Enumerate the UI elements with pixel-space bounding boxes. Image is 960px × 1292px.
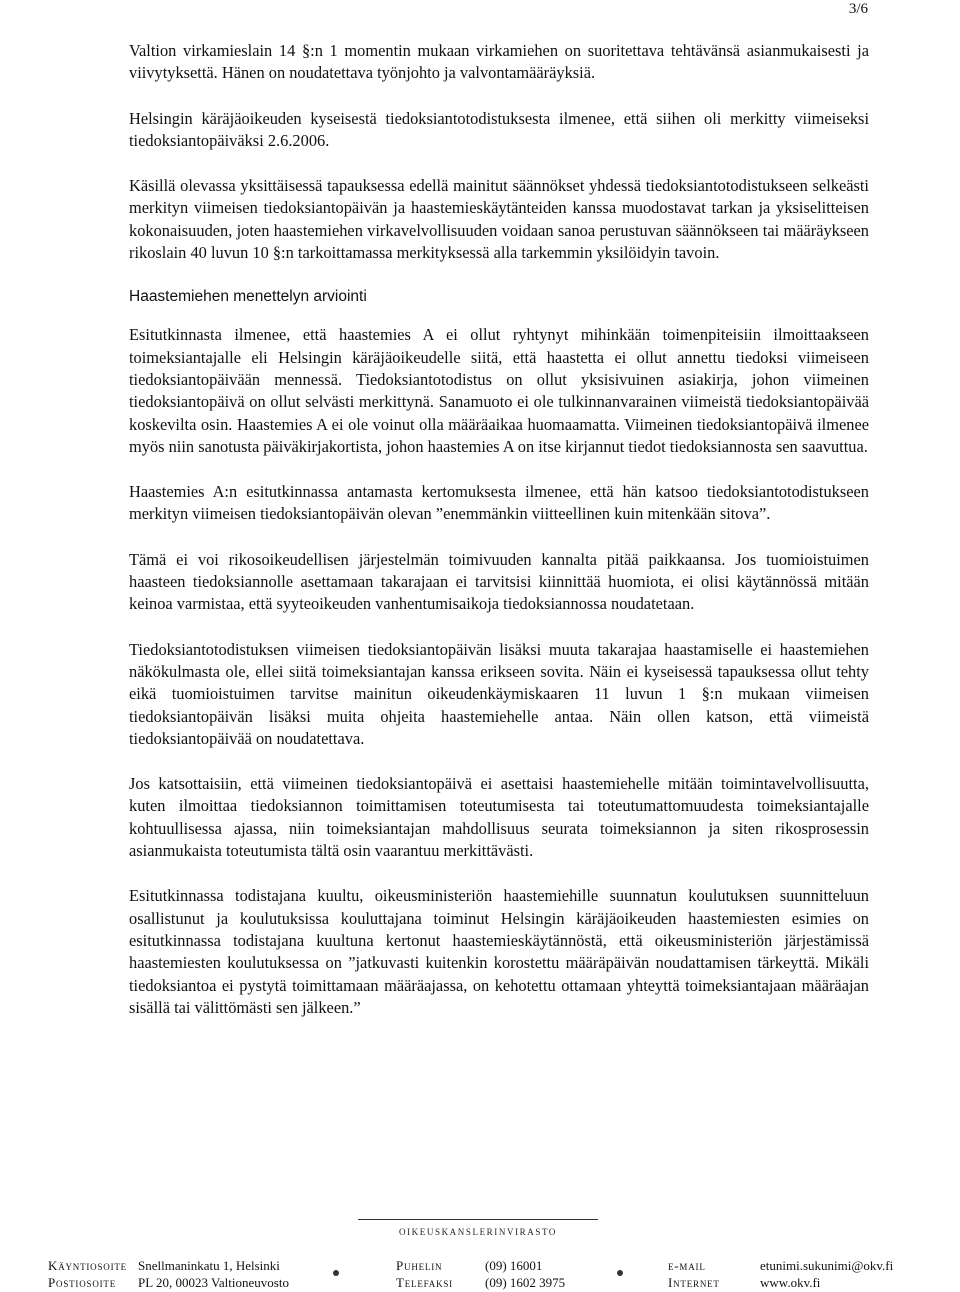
separator-dot-1 xyxy=(333,1270,339,1276)
postal-address-label: Postiosoite xyxy=(48,1275,117,1290)
paragraph-2: Helsingin käräjäoikeuden kyseisestä tiedoksiantotodistuksesta ilmenee, että siihen oli merkitty viimeiseksi tiedoksiantopäiväksi 2.6.2006. xyxy=(129,108,869,150)
fax-label: Telefaksi xyxy=(396,1275,453,1290)
footer-logo xyxy=(358,1219,598,1239)
paragraph-9: Esitutkinnassa todistajana kuultu, oikeusministeriön haastemiehille suunnatun koulutuksen suunnitteluun osallistunut ja koulutuksissa kouluttajana toiminut Helsingin käräjäoikeuden haastemiesten esimies on esitutkinnassa todistajana kuultuna kertonut haastemieskäytännöstä, että oikeusministeriön järjestämissä haastemiesten koulutuksessa on ”jatkuvasti kuitenkin korostettu määräpäivän noudattamisen tärkeyttä. Mikäli tiedoksiantoa ei pystytä toimittamaan määräajassa, on kehotettu ottamaan yhteyttä toimeksiantajaan määräajan sisällä tai välittömästi sen jälkeen.” xyxy=(129,886,869,1017)
paragraph-7: Tiedoksiantotodistuksen viimeisen tiedoksiantopäivän lisäksi muuta takarajaa haastamiselle ei haastemiehen näkökulmasta ole, ellei siitä toimeksiantajan kanssa erikseen sovita. Näin ei kyseisessä tapauksessa ollut tehty eikä tuomioistuimen tarvitse mainitun oikeudenkäymiskaaren 11 luvun 1 §:n mukaan viimeisen tiedoksiantopäivän lisäksi muita ohjeita haastemiehelle antaa. Näin ollen katson, että viimeistä tiedoksiantopäivää on noudatettava. xyxy=(129,639,869,748)
logo-text: oikeuskanslerinvirasto xyxy=(398,1224,558,1238)
paragraph-3: Käsillä olevassa yksittäisessä tapauksessa edellä mainitut säännökset yhdessä tiedoksiantotodistukseen selkeästi merkityn viimeisen tiedoksiantopäivän ja haastemieskäytänteiden kanssa muodostavat tarkan ja yksiselitteisen kokonaisuuden, joten haastemiehen virkavelvollisuuden voidaan sanoa perustuvan säännökseen tai määräykseen rikoslain 40 luvun 10 §:n tarkoittamassa merkityksessä alla tarkemmin yksilöidyin tavoin. xyxy=(129,176,869,263)
postal-address-value: PL 20, 00023 Valtioneuvosto xyxy=(138,1275,289,1290)
paragraph-8: Jos katsottaisiin, että viimeinen tiedoksiantopäivä ei asettaisi haastemiehelle mitään toimintavelvollisuutta, kuten ilmoittaa tiedoksiannon toimittamisen toteutumisesta tai toteutumattomuudesta toimeksiantajalle kohtuullisessa ajassa, niin toimeksiantajan mahdollisuus seurata toimeksiannon ja siten rikosprosessin asianmukaista toteutumista tältä osin vaarantuu merkittävästi. xyxy=(129,774,869,861)
paragraph-1: Valtion virkamieslain 14 §:n 1 momentin mukaan virkamiehen on suoritettava tehtävänsä asianmukaisesti ja viivytyksettä. Hänen on noudatettava työnjohto ja valvontamääräyksiä. xyxy=(129,41,869,83)
paragraph-5: Haastemies A:n esitutkinnassa antamasta kertomuksesta ilmenee, että hän katsoo tiedoksiantotodistukseen merkityn viimeisen tiedoksiantopäivän olevan ”enemmänkin viitteellinen kuin mitenkään sitova”. xyxy=(129,482,869,524)
page-number: 3/6 xyxy=(848,1,868,17)
footer-row-1 xyxy=(48,1257,908,1275)
fax-value: (09) 1602 3975 xyxy=(485,1275,566,1290)
separator-dot-2 xyxy=(617,1270,623,1276)
email-value: etunimi.sukunimi@okv.fi xyxy=(760,1258,894,1273)
section-heading: Haastemiehen menettelyn arviointi xyxy=(129,288,367,306)
phone-value: (09) 16001 xyxy=(485,1258,543,1273)
paragraph-4: Esitutkinnasta ilmenee, että haastemies A ei ollut ryhtynyt mihinkään toimenpiteisiin ilmoittaakseen toimeksiantajalle eli Helsingin käräjäoikeudelle siitä, että haastetta ei ollut annettu tiedoksi viimeiseen tiedoksiantopäivään mennessä. Tiedoksiantotodistus on ollut yksisivuinen asiakirja, johon viimeinen tiedoksiantopäivä on ollut selvästi merkittynä. Sanamuoto ei ole tulkinnanvarainen viimeistä tiedoksiantopäivää koskevilta osin. Haastemies A ei ole voinut olla määräaikaa huomaamatta. Viimeinen tiedoksiantopäivä ilmenee myös niin sanotusta päiväkirjakortista, johon haastemies A on itse kirjannut tiedot tiedoksiannosta sen saavuttua. xyxy=(129,325,869,456)
document-body xyxy=(129,40,869,1042)
internet-value: www.okv.fi xyxy=(760,1275,821,1290)
logo-rule xyxy=(358,1219,598,1220)
footer-row-2 xyxy=(48,1274,908,1292)
email-label: e-mail xyxy=(668,1258,706,1273)
visiting-address-value: Snellmaninkatu 1, Helsinki xyxy=(138,1258,280,1273)
phone-label: Puhelin xyxy=(396,1258,443,1273)
internet-label: Internet xyxy=(668,1275,720,1290)
visiting-address-label: Käyntiosoite xyxy=(48,1258,127,1273)
paragraph-6: Tämä ei voi rikosoikeudellisen järjestelmän toimivuuden kannalta pitää paikkaansa. Jos tuomioistuimen haasteen tiedoksiannolle asettamaan takarajaan ei tarvitsisi kiinnittää huomiota, ei olisi käytännössä mitään keinoa varmistaa, että syyteoikeuden vanhentumisaikoja tiedoksiannossa noudatetaan. xyxy=(129,549,869,614)
